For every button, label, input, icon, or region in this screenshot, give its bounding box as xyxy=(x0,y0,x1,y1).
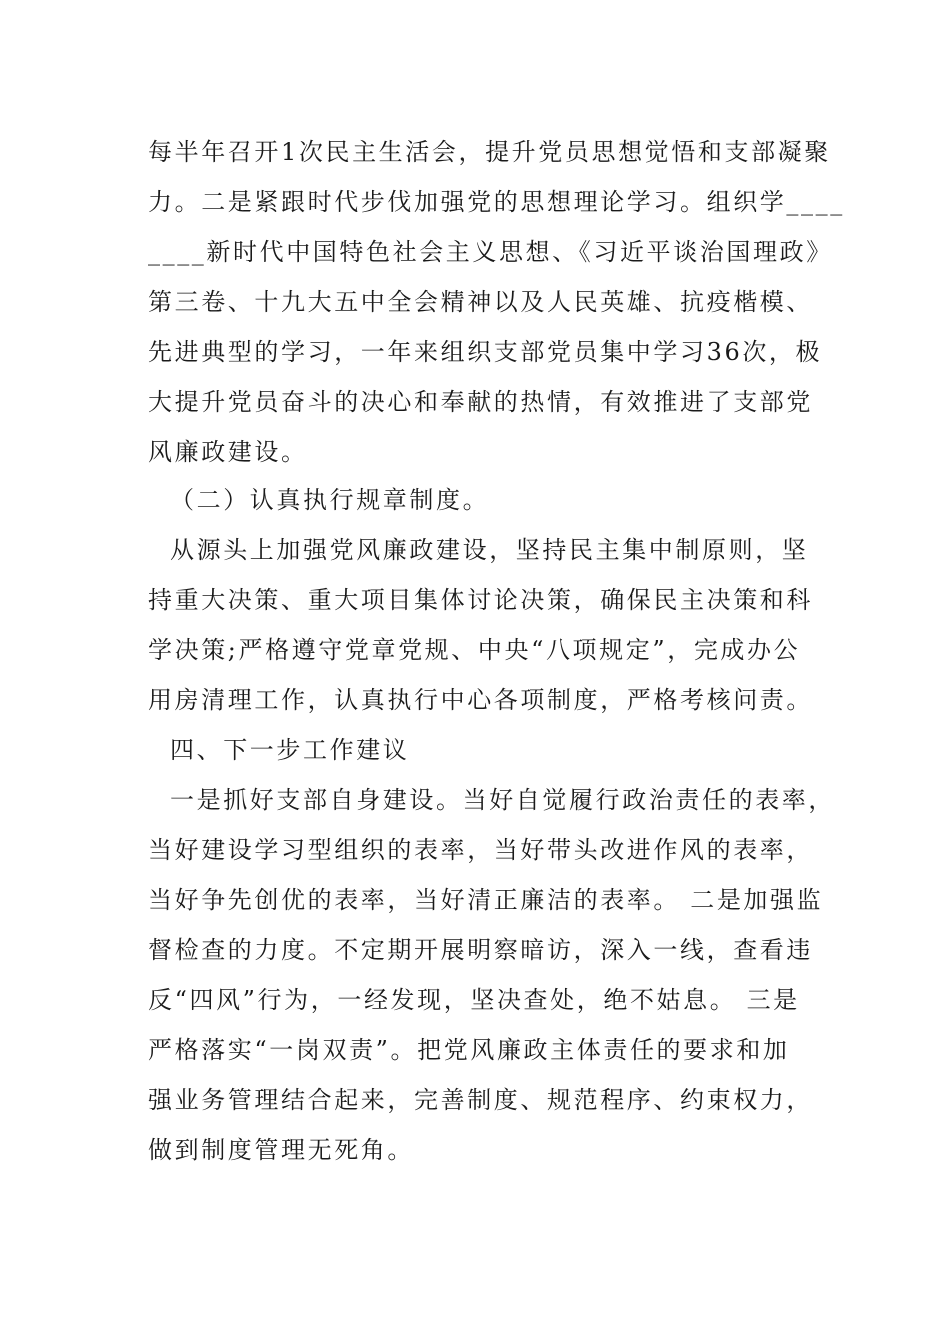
text-line: 用房清理工作，认真执行中心各项制度，严格考核问责。 xyxy=(148,686,813,714)
text-line: 力。二是紧跟时代步伐加强党的思想理论学习。组织学____ xyxy=(148,188,845,216)
text-line: 一是抓好支部自身建设。当好自觉履行政治责任的表率， xyxy=(170,786,835,814)
text-line: 持重大决策、重大项目集体讨论决策，确保民主决策和科 xyxy=(148,586,813,614)
text-line: 督检查的力度。不定期开展明察暗访，深入一线，查看违 xyxy=(148,936,813,964)
text-line: 当好建设学习型组织的表率，当好带头改进作风的表率， xyxy=(148,836,813,864)
text-line: 严格落实“一岗双责”。把党风廉政主体责任的要求和加 xyxy=(148,1036,790,1064)
text-line: 做到制度管理无死角。 xyxy=(148,1136,414,1164)
text-line: 先进典型的学习，一年来组织支部党员集中学习36次，极 xyxy=(148,338,823,366)
text-line: 当好争先创优的表率，当好清正廉洁的表率。 二是加强监 xyxy=(148,886,824,914)
text-line: 学决策;严格遵守党章党规、中央“八项规定”，完成办公 xyxy=(148,636,801,664)
text-line: 反“四风”行为，一经发现，坚决查处，绝不姑息。 三是 xyxy=(148,986,800,1014)
text-line: 强业务管理结合起来，完善制度、规范程序、约束权力， xyxy=(148,1086,813,1114)
text-line: 风廉政建设。 xyxy=(148,438,308,466)
section-heading: （二）认真执行规章制度。 xyxy=(170,486,490,514)
section-heading: 四、下一步工作建议 xyxy=(170,736,410,764)
text-line: 每半年召开1次民主生活会，提升党员思想觉悟和支部凝聚 xyxy=(148,138,831,166)
text-line: ____新时代中国特色社会主义思想、《习近平谈治国理政》 xyxy=(148,238,833,266)
text-line: 第三卷、十九大五中全会精神以及人民英雄、抗疫楷模、 xyxy=(148,288,813,316)
text-line: 从源头上加强党风廉政建设，坚持民主集中制原则，坚 xyxy=(170,536,809,564)
text-line: 大提升党员奋斗的决心和奉献的热情，有效推进了支部党 xyxy=(148,388,813,416)
